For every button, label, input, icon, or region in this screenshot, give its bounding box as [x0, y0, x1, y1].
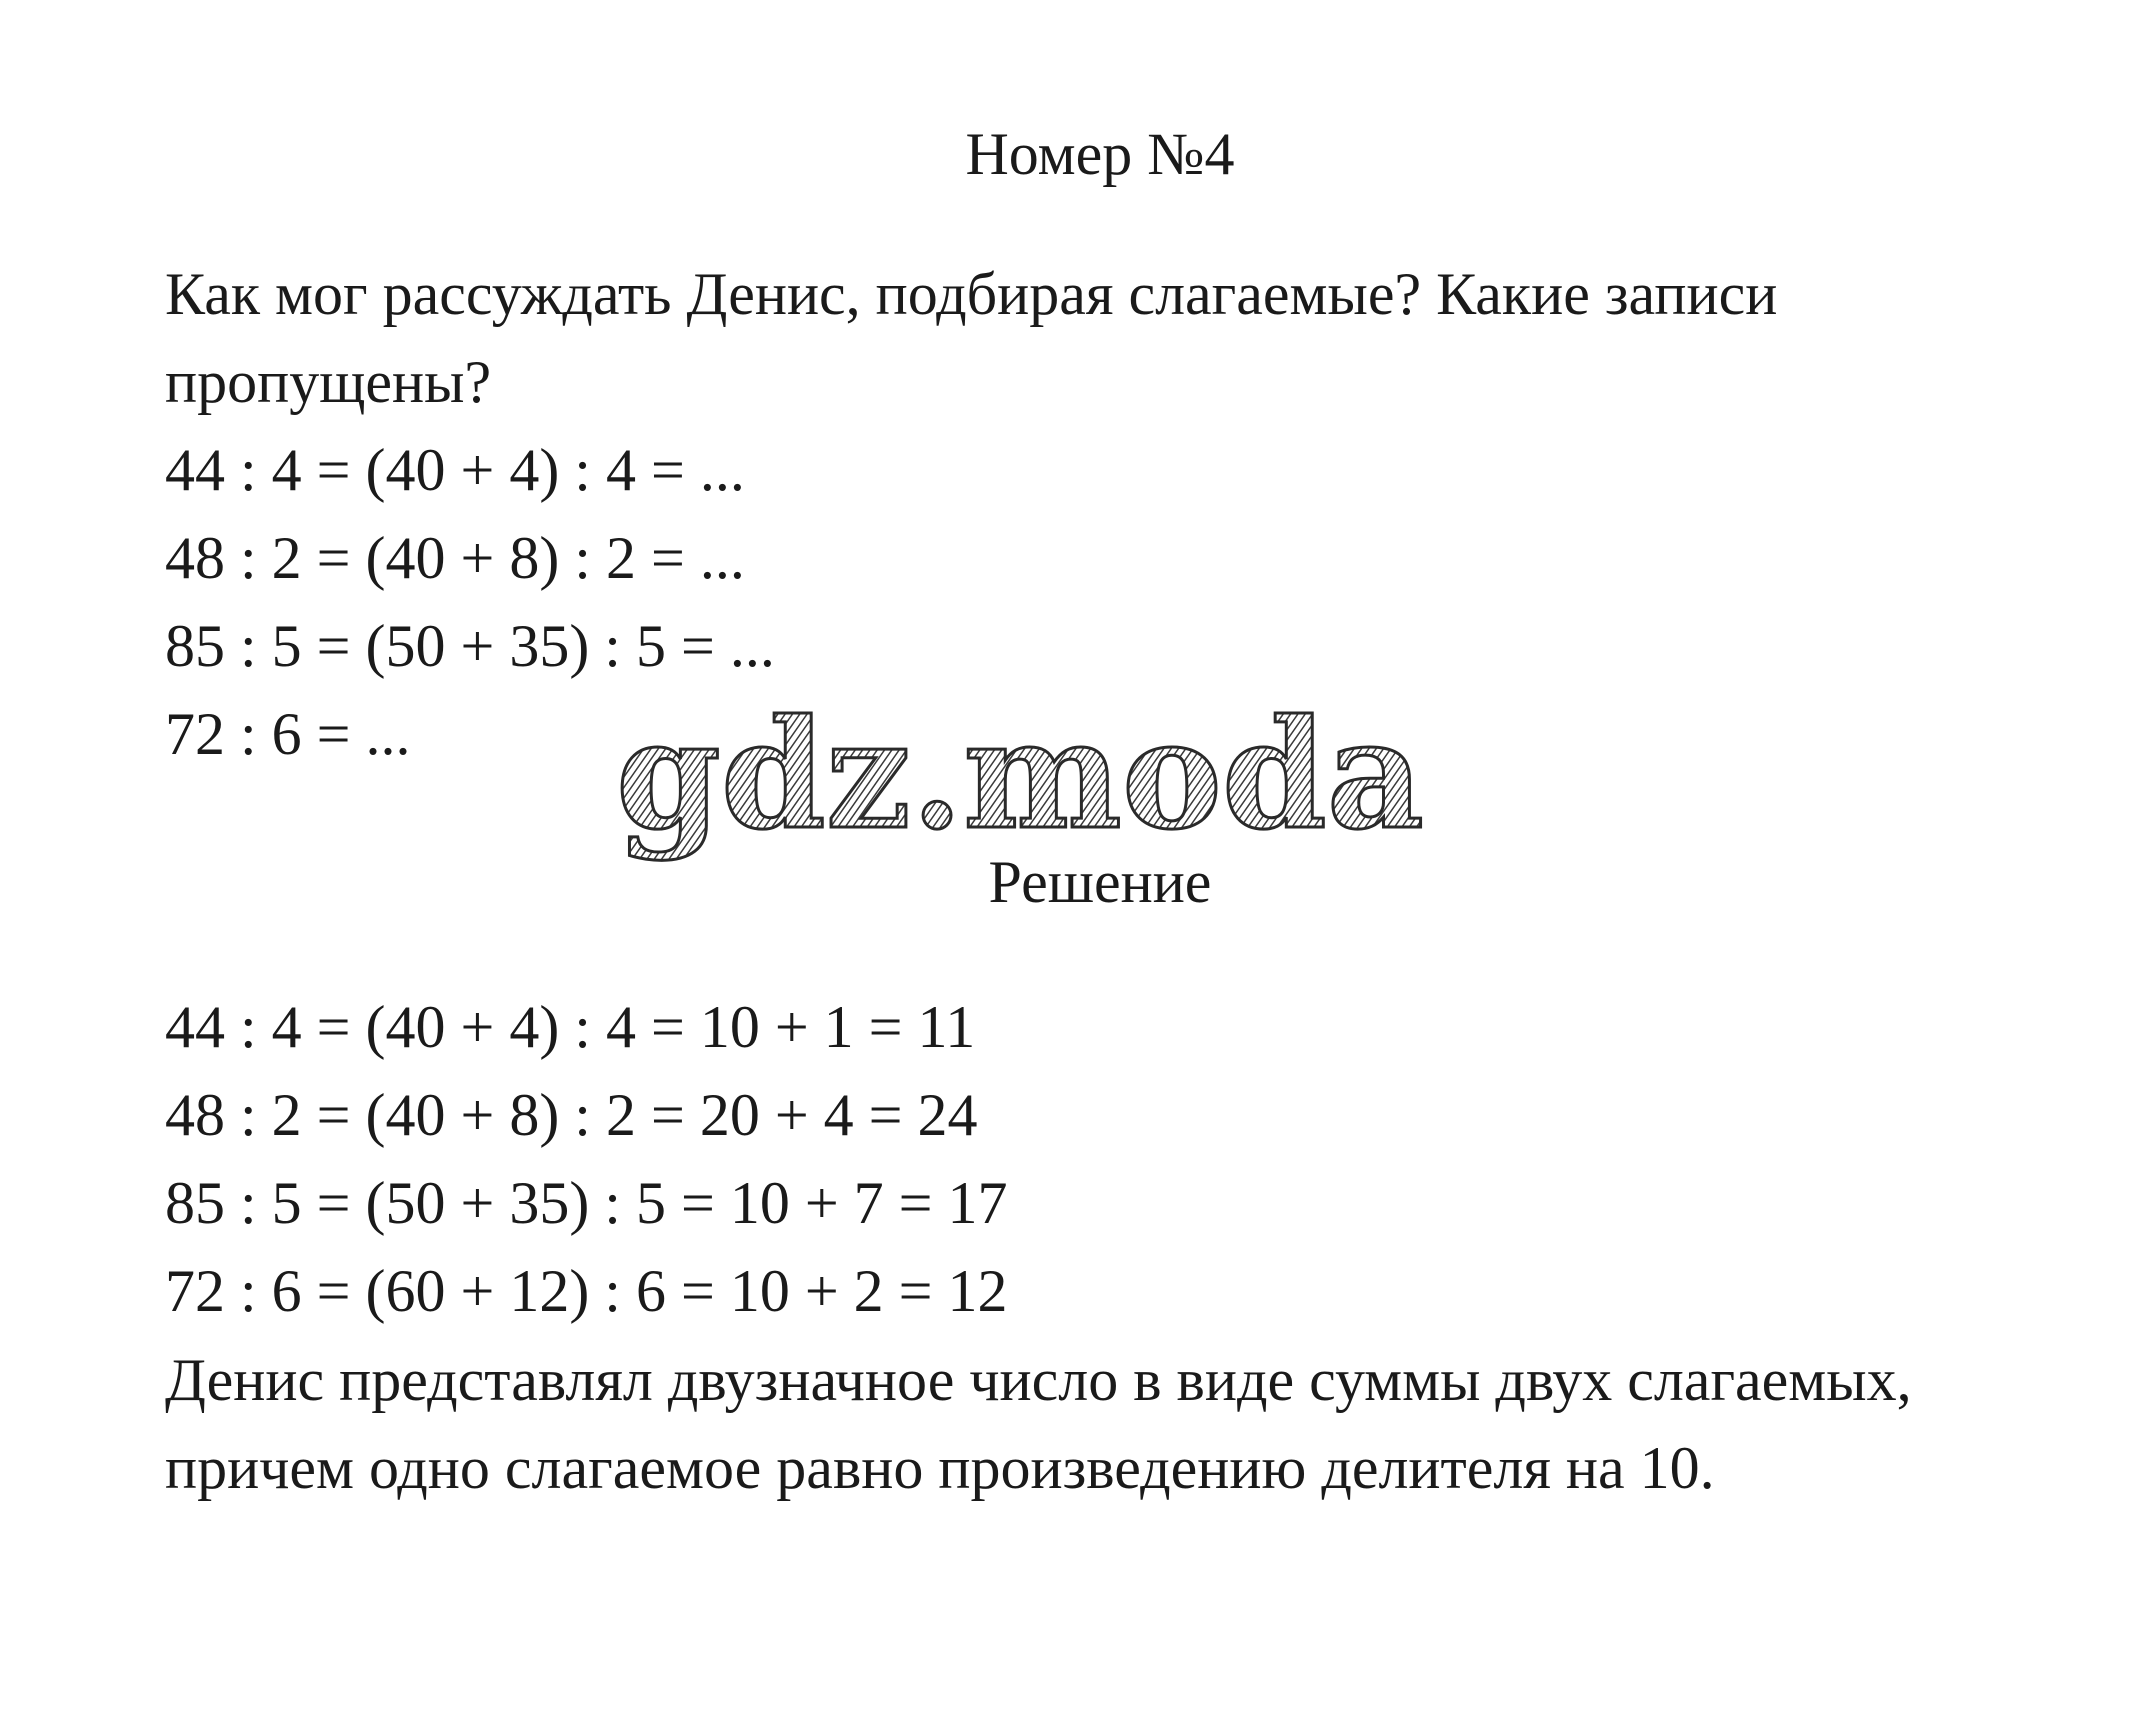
- question-item: 72 : 6 = ...: [165, 701, 411, 767]
- question-item: 85 : 5 = (50 + 35) : 5 = ...: [165, 613, 775, 679]
- page-title: Номер №4: [965, 121, 1235, 187]
- solution-heading: Решение: [988, 849, 1212, 915]
- solution-item: 85 : 5 = (50 + 35) : 5 = 10 + 7 = 17: [165, 1170, 1008, 1236]
- solution-item: 44 : 4 = (40 + 4) : 4 = 10 + 1 = 11: [165, 994, 976, 1060]
- solution-item: 72 : 6 = (60 + 12) : 6 = 10 + 2 = 12: [165, 1258, 1008, 1324]
- question-text-line-1: Как мог рассуждать Денис, подбирая слагаемые? Какие записи: [165, 261, 1778, 327]
- solution-conclusion-line-2: причем одно слагаемое равно произведению делителя на 10.: [165, 1435, 1715, 1501]
- question-item: 48 : 2 = (40 + 8) : 2 = ...: [165, 525, 745, 591]
- question-item: 44 : 4 = (40 + 4) : 4 = ...: [165, 437, 745, 503]
- solution-item: 48 : 2 = (40 + 8) : 2 = 20 + 4 = 24: [165, 1082, 978, 1148]
- watermark-text: gdz.moda: [615, 687, 1425, 863]
- question-text-line-2: пропущены?: [165, 349, 492, 415]
- solution-conclusion-line-1: Денис представлял двузначное число в виде суммы двух слагаемых,: [165, 1347, 1912, 1413]
